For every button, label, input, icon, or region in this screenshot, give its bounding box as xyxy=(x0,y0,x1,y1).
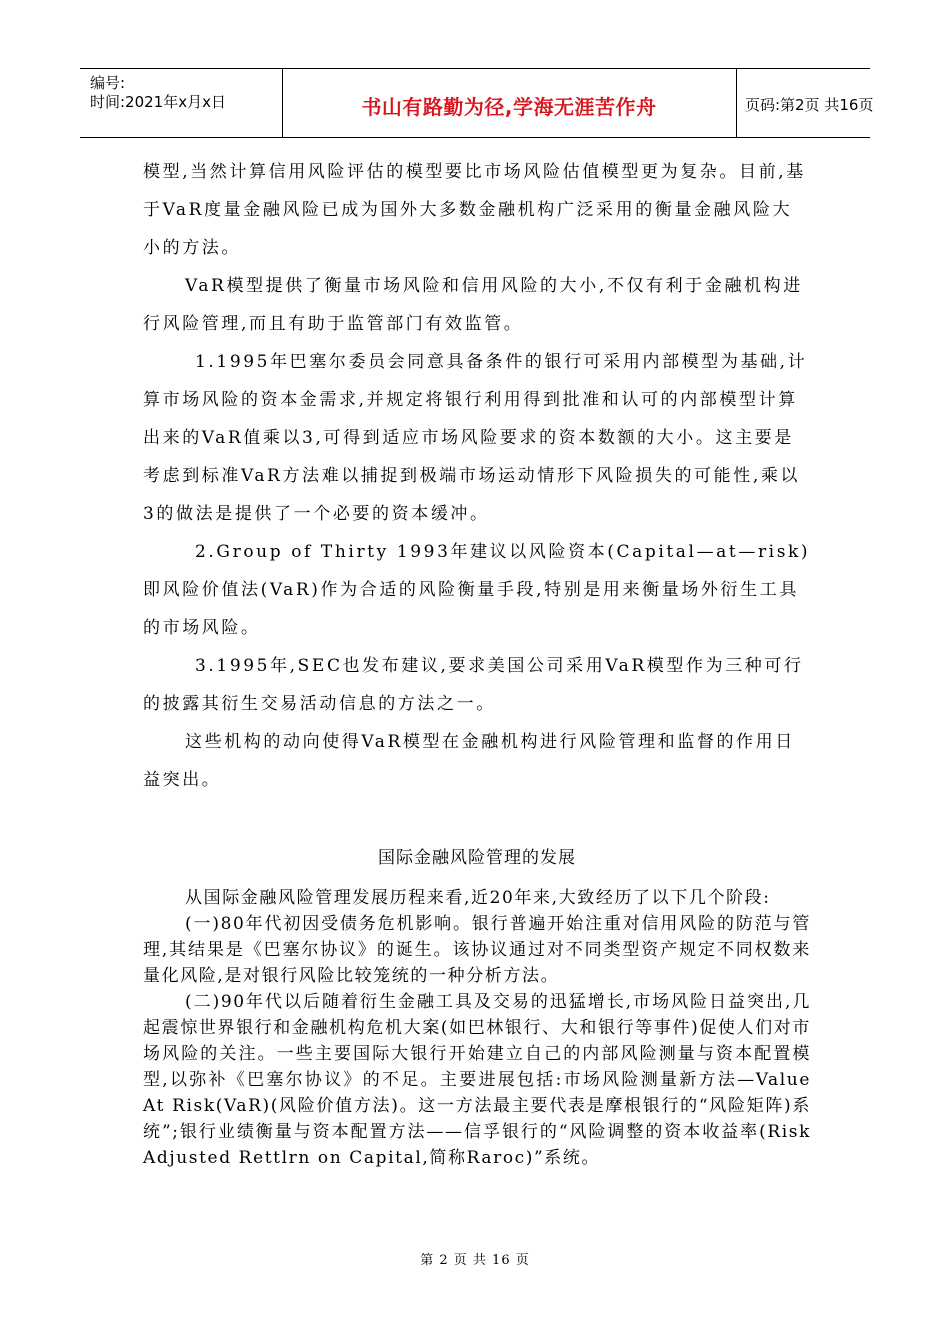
body-section-top xyxy=(143,153,811,799)
header-motto: 书山有路勤为径,学海无涯苦作舟 xyxy=(361,95,657,119)
document-date-label: 时间:2021年x月x日 xyxy=(90,93,226,111)
paragraph-4: 2.Group of Thirty 1993年建议以风险资本(Capital—at—risk)即风险价值法(VaR)作为合适的风险衡量手段,特别是用来衡量场外衍生工具的市场风险。 xyxy=(143,542,811,638)
paragraph-2: VaR模型提供了衡量市场风险和信用风险的大小,不仅有利于金融机构进行风险管理,而且有助于监管部门有效监管。 xyxy=(143,276,803,334)
body-section-bottom xyxy=(143,885,811,1171)
paragraph-9: (二)90年代以后随着衍生金融工具及交易的迅猛增长,市场风险日益突出,几起震惊世界银行和金融机构危机大案(如巴林银行、大和银行等事件)促使人们对市场风险的关注。一些主要国际大银行开始建立自己的内部风险测量与资本配置模型,以弥补《巴塞尔协议》的不足。主要进展包括:市场风险测量新方法—Value At Risk(VaR)(风险价值方法)。这一方法最主要代表是摩根银行的“风险矩阵)系统”;银行业绩衡量与资本配置方法——信孚银行的“风险调整的资本收益率(Risk Adjusted Rettlrn on Capital,简称Raroc)”系统。 xyxy=(143,992,811,1168)
paragraph-8: (一)80年代初因受债务危机影响。银行普遍开始注重对信用风险的防范与管理,其结果是《巴塞尔协议》的诞生。该协议通过对不同类型资产规定不同权数来量化风险,是对银行风险比较笼统的一种分析方法。 xyxy=(143,914,811,986)
paragraph-6: 这些机构的动向使得VaR模型在金融机构进行风险管理和监督的作用日益突出。 xyxy=(143,732,795,790)
page-header xyxy=(80,68,874,138)
header-page-cell xyxy=(737,69,874,137)
document-number-label: 编号: xyxy=(90,74,126,92)
paragraph-7: 从国际金融风险管理发展历程来看,近20年来,大致经历了以下几个阶段: xyxy=(185,888,771,908)
paragraph-1: 模型,当然计算信用风险评估的模型要比市场风险估值模型更为复杂。目前,基于VaR度量金融风险已成为国外大多数金融机构广泛采用的衡量金融风险大小的方法。 xyxy=(143,162,806,258)
header-meta-cell xyxy=(80,69,283,137)
header-motto-cell xyxy=(282,69,737,137)
header-page-code: 页码:第2页 共16页 xyxy=(745,96,874,114)
page-footer: 第 2 页 共 16 页 xyxy=(420,1253,530,1268)
section-title: 国际金融风险管理的发展 xyxy=(378,848,576,868)
paragraph-3: 1.1995年巴塞尔委员会同意具备条件的银行可采用内部模型为基础,计算市场风险的资本金需求,并规定将银行利用得到批准和认可的内部模型计算出来的VaR值乘以3,可得到适应市场风险要求的资本数额的大小。这主要是考虑到标准VaR方法难以捕捉到极端市场运动情形下风险损失的可能性,乘以3的做法是提供了一个必要的资本缓冲。 xyxy=(143,352,808,524)
paragraph-5: 3.1995年,SEC也发布建议,要求美国公司采用VaR模型作为三种可行的披露其衍生交易活动信息的方法之一。 xyxy=(143,656,804,714)
